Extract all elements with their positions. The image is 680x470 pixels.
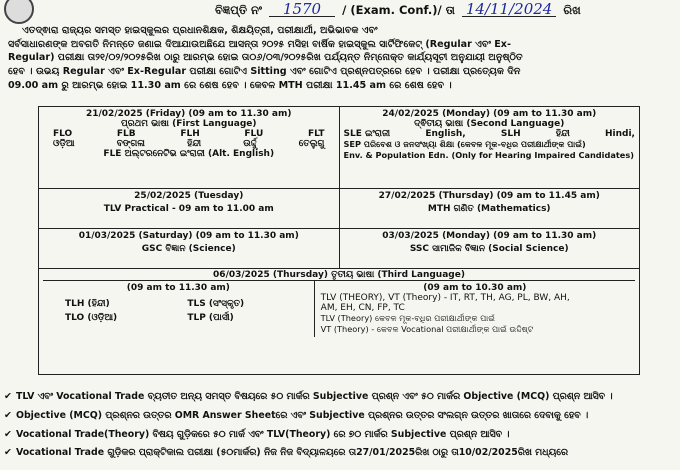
intro-line: ହେବ । ଉଭୟ Regular ଏବଂ Ex-Regular ପରୀକ୍ଷା ଗୋଟିଏ Sitting ଏବଂ ଗୋଟିଏ ପ୍ରଶ୍ନପତ୍ରରେ ହେବ । ପରୀକ୍ଷା ପ୍ରତ୍ୟେକ ଦିନ [8,66,521,78]
note-text: TLV ଏବଂ Vocational Trade ବ୍ୟତୀତ ଅନ୍ୟ ସମସ୍ତ ବିଷୟରେ ୫୦ ମାର୍କର Subjective ପ୍ରଶ୍ନ ଏବଂ ୫୦ ମାର୍କର Objective (MCQ) ପ୍ରଶ୍ନ ଆସିବ । [16,391,613,402]
intro-line: 09.00 am ରୁ ଆରମ୍ଭ ହୋଇ 11.30 am ରେ ଶେଷ ହେବ । କେବଳ MTH ପରୀକ୍ଷା 11.45 am ରେ ଶେଷ ହେବ । [8,79,452,91]
vt-vocational-note: VT (Theory) - କେବଳ Vocational ପରୀକ୍ଷାର୍ଥୀଙ୍କ ପାଇଁ ଉଦ୍ଦିଷ୍ଟ [320,324,534,334]
note-text: Vocational Trade ଗୁଡ଼ିକର ପ୍ରାକ୍ଟିକାଲ ପରୀକ୍ଷା (୫୦ମାର୍କର) ନିଜ ନିଜ ବିଦ୍ୟାଳୟରେ ତା27/01/2025ରିଖ ଠାରୁ ତା10/02/2025ରିଖ ମଧ୍ୟରେ [16,447,569,459]
third-language-date: 06/03/2025 (Thursday) ତୃତୀୟ ଭାଷା (Third Language) [213,270,465,280]
science-cell [39,229,340,269]
check-icon: ✔ [4,428,12,440]
mathematics-subject: MTH ଗଣିତ (Mathematics) [427,204,551,214]
notification-date: 14/11/2024 [462,3,556,17]
third-language-split [43,280,635,337]
code-flt: FLT [307,129,325,139]
slh-code: SLH [500,129,521,139]
sle-english-label: English, [425,129,466,139]
science-date: 01/03/2025 (Saturday) (09 am to 11.30 am) [78,231,299,241]
second-language-cell [339,107,640,189]
intro-line: Regular) ପରୀକ୍ଷା ତା୨୧/୦୨/୨୦୨୫ରିଖ ଠାରୁ ଆରମ୍ଭ ହୋଇ ତା୦୬/୦୩/୨୦୨୫ରିଖ ପର୍ଯ୍ୟନ୍ତ ନିମ୍ନୋକ୍ତ କାର୍ଯ୍ୟସୂଚୀ ଅନୁଯାୟୀ ଅନୁଷ୍ଠିତ [8,52,523,64]
code-flu: FLU [244,129,264,139]
third-language-left [43,280,315,337]
first-language-date: 21/02/2025 (Friday) (09 am to 11.30 am) [85,109,292,119]
exam-schedule-table [38,106,640,375]
note-item [4,444,676,463]
mathematics-date: 27/02/2025 (Thursday) (09 am to 11.45 am) [378,191,600,201]
check-icon: ✔ [4,447,12,459]
intro-paragraph [8,24,672,93]
social-science-date: 03/03/2025 (Monday) (09 am to 11.30 am) [382,231,597,241]
third-language-left-time: (09 am to 11.30 am) [126,283,230,293]
second-language-options [344,129,636,139]
third-language-list [47,299,310,323]
tlv-theory-list-cont: AM, EH, CN, FP, TC [320,303,405,313]
tlv-hearing-impaired-note: TLV (Theory) କେବଳ ମୂକ-ବଧିର ପରୀକ୍ଷାର୍ଥୀଙ୍କ ପାଇଁ [320,313,496,323]
alt-english: FLE ଅଲ୍ଟରନେଟିଭ ଇଂରାଜୀ (Alt. English) [103,149,275,159]
science-subject: GSC ବିଜ୍ଞାନ (Science) [141,244,236,254]
second-language-date: 24/02/2025 (Monday) (09 am to 11.30 am) [382,109,597,119]
tlh-item: TLH (ହିନ୍ଦୀ) [65,299,110,309]
social-science-subject: SSC ସାମାଜିକ ବିଜ୍ଞାନ (Social Science) [409,244,569,254]
date-suffix: ରିଖ [563,3,581,17]
third-language-cell [39,269,640,375]
first-language-names [43,139,335,149]
check-icon: ✔ [4,391,12,402]
note-item [4,388,676,407]
tls-item: TLS (ସଂସ୍କୃତ) [187,299,245,309]
intro-line: ସର୍ବସାଧାରଣଙ୍କ ଅବଗତି ନିମନ୍ତେ ଜଣାଇ ଦିଆଯାଉଅଛିଯେ ଆସନ୍ତା ୨୦୨୫ ମସିହା ବାର୍ଷିକ ହାଇସ୍କୁଲ ସାର୍ଟିଫିକେଟ୍ (Regular ଏବଂ Ex- [8,38,511,50]
tlv-practical-time: TLV Practical - 09 am to 11.00 am [103,204,274,214]
code-flo: FLO [53,129,73,139]
tlp-item: TLP (ପାର୍ସୀ) [187,313,234,323]
note-text: Vocational Trade(Theory) ବିଷୟ ଗୁଡ଼ିକରେ ୫୦ ମାର୍କ ଏବଂ TLV(Theory) ରେ ୭୦ ମାର୍କର Subjective ପ୍ରଶ୍ନ ଆସିବ । [16,428,510,440]
first-language-codes [43,129,335,139]
social-science-cell [339,229,640,269]
code-flh: FLH [180,129,200,139]
slh-hindi: ହିନ୍ଦୀ [555,129,570,139]
lang-telugu: ତେଲୁଗୁ [298,139,325,149]
note-item [4,407,676,426]
first-language-cell [39,107,340,189]
header [0,0,680,22]
note-text: Objective (MCQ) ପ୍ରଶ୍ନର ଉତ୍ତର OMR Answer Sheetରେ ଏବଂ Subjective ପ୍ରଶ୍ନର ଉତ୍ତର ସଂଲଗ୍ନ ଉତ୍ତର ଖାତାରେ ଦେବାକୁ ହେବ । [16,409,589,421]
notification-label: ବିଜ୍ଞପ୍ତି ନଂ [215,3,262,17]
sep-english-line: Env. & Population Edn. (Only for Hearing Impaired Candidates) [343,150,634,160]
notification-number: 1570 [269,3,335,17]
board-seal-icon [4,0,34,24]
tlo-item: TLO (ଓଡ଼ିଆ) [65,313,118,323]
sep-line: SEP ପରିବେଶ ଓ ଜନସଂଖ୍ୟା ଶିକ୍ଷା (କେବଳ ମୂକ-ବଧିର ପରୀକ୍ଷାର୍ଥୀଙ୍କ ପାଇଁ) [343,139,586,149]
notification-number-line [215,0,581,18]
tlv-practical-date: 25/02/2025 (Tuesday) [134,191,244,201]
note-item [4,426,676,445]
lang-odia: ଓଡ଼ିଆ [53,139,75,149]
check-icon: ✔ [4,409,12,421]
slh-hindi-label: Hindi, [605,129,635,139]
intro-line: ଏତଦ୍ଵାରା ରାଜ୍ୟର ସମସ୍ତ ହାଇସ୍କୁଲର ପ୍ରଧାନଶିକ୍ଷକ, ଶିକ୍ଷୟିତ୍ରୀ, ପରୀକ୍ଷାର୍ଥୀ, ଅଭିଭାବକ ଏବଂ [22,25,378,36]
code-flb: FLB [116,129,136,139]
tlv-practical-cell [39,189,340,229]
third-language-right-time: (09 am to 10.30 am) [423,283,527,293]
first-language-title: ପ୍ରଥମ ଭାଷା (First Language) [121,119,257,129]
exam-conf-label: / (Exam. Conf.)/ ତା [342,3,455,17]
lang-hindi: ହିନ୍ଦୀ [187,139,202,149]
lang-bengali: ବଙ୍ଗଳା [116,139,145,149]
lang-urdu: ଉର୍ଦ୍ଦୁ [243,139,257,149]
second-language-title: ଦ୍ଵିତୀୟ ଭାଷା (Second Language) [414,119,565,129]
sle-english: SLE ଇଂରାଜୀ [343,129,391,139]
notes-list [4,388,676,463]
mathematics-cell [339,189,640,229]
third-language-right [315,280,635,337]
tlv-theory-list: TLV (THEORY), VT (Theory) - IT, RT, TH, AG, PL, BW, AH, [320,293,570,303]
